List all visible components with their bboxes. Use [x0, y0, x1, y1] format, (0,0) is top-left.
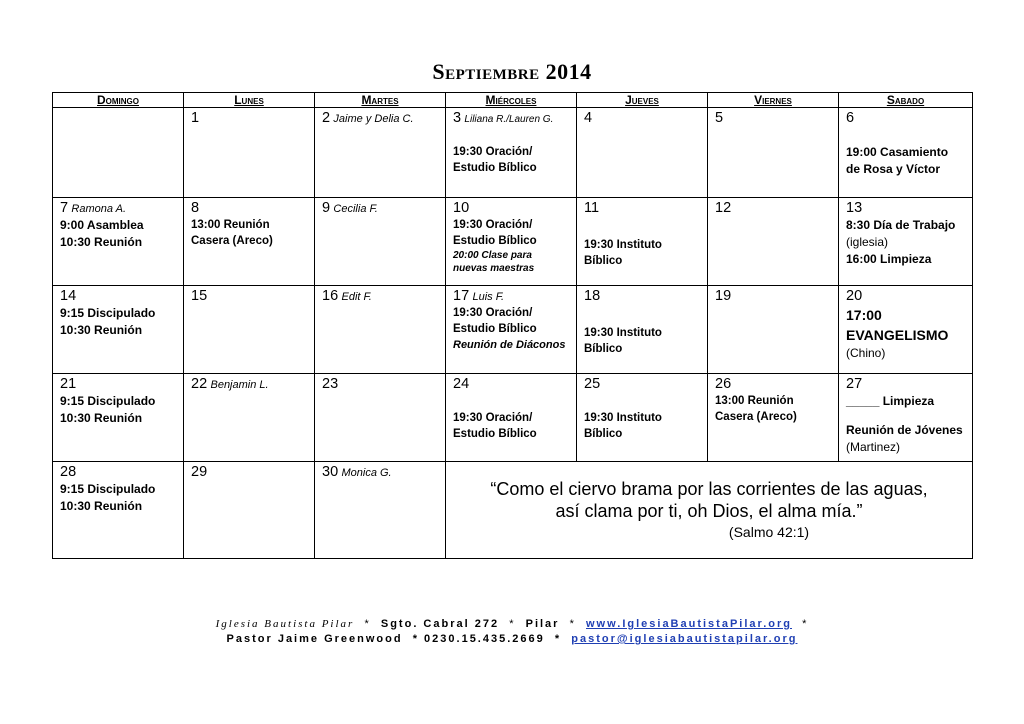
- separator: *: [569, 618, 576, 630]
- person-name: Edit F.: [341, 291, 372, 303]
- day-number: 15: [191, 288, 208, 304]
- event-text: de Rosa y Víctor: [846, 162, 941, 176]
- day-number: 26: [715, 376, 732, 392]
- day-number: 16: [322, 288, 339, 304]
- day-cell: [708, 286, 839, 374]
- person-name: Jaime y Delia C.: [333, 113, 414, 125]
- day-number: 8: [191, 200, 200, 216]
- week-row: [53, 286, 973, 374]
- header-domingo: Domingo: [53, 93, 184, 108]
- calendar-title: Septiembre 2014: [432, 59, 592, 84]
- event-text: 16:00 Limpieza: [846, 252, 932, 266]
- event-text: 19:30 Oración/: [453, 412, 533, 424]
- event-text: Bíblico: [584, 428, 623, 440]
- day-number: 12: [715, 200, 732, 216]
- person-name: Cecilia F.: [333, 203, 378, 215]
- verse-line: así clama por ti, oh Dios, el alma mía.”: [555, 501, 863, 521]
- day-cell: [184, 286, 315, 374]
- day-cell: [315, 198, 446, 286]
- footer-line-2: [0, 633, 1024, 645]
- day-number: 19: [715, 288, 732, 304]
- day-number: 5: [715, 110, 724, 126]
- day-cell: [315, 108, 446, 198]
- event-text: 13:00 Reunión: [715, 395, 794, 407]
- footer-line-1: [0, 618, 1024, 630]
- event-text: 19:30 Oración/: [453, 307, 533, 319]
- day-cell: [839, 198, 973, 286]
- day-number: 28: [60, 464, 77, 480]
- event-text: 9:00 Asamblea: [60, 218, 144, 232]
- day-number: 11: [584, 200, 600, 216]
- day-number: 13: [846, 200, 863, 216]
- verse-citation: (Salmo 42:1): [728, 524, 810, 540]
- separator: *: [802, 618, 809, 630]
- separator: *: [412, 633, 419, 645]
- event-text: Casera (Areco): [715, 411, 797, 423]
- person-name: Liliana R./Lauren G.: [464, 114, 554, 125]
- day-cell: [446, 286, 577, 374]
- event-text: Reunión de Jóvenes: [846, 423, 963, 437]
- phone: 0230.15.435.2669: [424, 633, 545, 645]
- event-text: 10:30 Reunión: [60, 323, 143, 337]
- event-text: (Martinez): [846, 440, 901, 454]
- day-number: 30: [322, 464, 339, 480]
- event-text: nuevas maestras: [453, 263, 535, 274]
- day-cell: [577, 108, 708, 198]
- header-sabado: Sabado: [839, 93, 973, 108]
- event-text: 10:30 Reunión: [60, 499, 143, 513]
- day-cell: [577, 286, 708, 374]
- day-number: 10: [453, 200, 470, 216]
- day-number: 23: [322, 376, 339, 392]
- event-text: 10:30 Reunión: [60, 411, 143, 425]
- separator: *: [509, 618, 516, 630]
- day-cell: [839, 108, 973, 198]
- week-row: [53, 374, 973, 462]
- header-lunes: Lunes: [184, 93, 315, 108]
- day-cell: [446, 374, 577, 462]
- day-number: 27: [846, 376, 863, 392]
- bible-verse: [446, 462, 973, 559]
- header-row: [53, 93, 973, 108]
- day-number: 24: [453, 376, 470, 392]
- event-text: Estudio Bíblico: [453, 162, 537, 174]
- event-text: 19:30 Instituto: [584, 327, 662, 339]
- calendar-table: [52, 92, 973, 559]
- email-link[interactable]: pastor@iglesiabautistapilar.org: [571, 633, 798, 645]
- verse-line: “Como el ciervo brama por las corrientes de las aguas,: [490, 479, 928, 499]
- day-cell: [839, 374, 973, 462]
- day-cell: [184, 108, 315, 198]
- event-text: 19:00 Casamiento: [846, 145, 949, 159]
- event-text: (iglesia): [846, 235, 889, 249]
- event-text: 9:15 Discipulado: [60, 306, 156, 320]
- event-text: 9:15 Discipulado: [60, 482, 156, 496]
- day-cell: [708, 374, 839, 462]
- day-cell: [315, 462, 446, 559]
- day-number: 1: [191, 110, 200, 126]
- church-name: Iglesia Bautista Pilar: [215, 618, 355, 630]
- day-number: 18: [584, 288, 601, 304]
- event-text: 17:00: [846, 307, 882, 323]
- event-text: _____ Limpieza: [846, 394, 935, 408]
- event-text: 19:30 Instituto: [584, 412, 662, 424]
- day-cell: [315, 286, 446, 374]
- day-cell: [184, 374, 315, 462]
- header-martes: Martes: [315, 93, 446, 108]
- day-cell: [184, 462, 315, 559]
- day-number: 3: [453, 110, 462, 126]
- day-cell: [53, 198, 184, 286]
- header-miercoles: Miércoles: [446, 93, 577, 108]
- event-text: Estudio Bíblico: [453, 235, 537, 247]
- day-cell: [53, 286, 184, 374]
- event-text: (Chino): [846, 346, 886, 360]
- day-number: 29: [191, 464, 208, 480]
- event-text: 19:30 Oración/: [453, 146, 533, 158]
- day-cell: [53, 374, 184, 462]
- day-cell: [577, 198, 708, 286]
- day-cell: [577, 374, 708, 462]
- event-text: 19:30 Oración/: [453, 219, 533, 231]
- day-number: 22: [191, 376, 208, 392]
- event-text: 10:30 Reunión: [60, 235, 143, 249]
- week-row: [53, 462, 973, 559]
- week-row: [53, 108, 973, 198]
- event-text: Estudio Bíblico: [453, 428, 537, 440]
- event-text: Bíblico: [584, 343, 623, 355]
- day-number: 9: [322, 200, 331, 216]
- person-name: Luis F.: [472, 291, 505, 303]
- day-number: 21: [60, 376, 77, 392]
- day-number: 6: [846, 110, 855, 126]
- day-number: 25: [584, 376, 601, 392]
- day-number: 4: [584, 110, 593, 126]
- header-jueves: Jueves: [577, 93, 708, 108]
- day-cell: [446, 198, 577, 286]
- separator: *: [554, 633, 562, 645]
- day-number: 2: [322, 110, 331, 126]
- day-cell: [184, 198, 315, 286]
- day-cell: [53, 462, 184, 559]
- person-name: Ramona A.: [71, 203, 127, 215]
- day-cell: [315, 374, 446, 462]
- day-number: 7: [60, 200, 69, 216]
- person-name: Benjamin L.: [210, 379, 269, 391]
- day-cell: [708, 198, 839, 286]
- city: Pilar: [525, 618, 560, 630]
- event-text: 9:15 Discipulado: [60, 394, 156, 408]
- day-number: 14: [60, 288, 77, 304]
- address: Sgto. Cabral 272: [380, 618, 500, 630]
- day-cell: [708, 108, 839, 198]
- event-text: Reunión de Diáconos: [453, 339, 566, 351]
- event-text: 19:30 Instituto: [584, 239, 662, 251]
- week-row: [53, 198, 973, 286]
- day-cell-empty: [53, 108, 184, 198]
- person-name: Monica G.: [341, 467, 392, 479]
- day-number: 20: [846, 288, 863, 304]
- event-text: 13:00 Reunión: [191, 219, 270, 231]
- day-number: 17: [453, 288, 470, 304]
- header-viernes: Viernes: [708, 93, 839, 108]
- event-text: EVANGELISMO: [846, 327, 949, 343]
- separator: *: [364, 618, 371, 630]
- website-link[interactable]: www.IglesiaBautistaPilar.org: [586, 618, 792, 630]
- day-cell: [446, 108, 577, 198]
- pastor-name: Pastor Jaime Greenwood: [226, 633, 403, 645]
- event-text: 8:30 Día de Trabajo: [846, 218, 956, 232]
- event-text: 20:00 Clase para: [453, 250, 532, 261]
- event-text: Bíblico: [584, 255, 623, 267]
- day-cell: [839, 286, 973, 374]
- event-text: Estudio Bíblico: [453, 323, 537, 335]
- event-text: Casera (Areco): [191, 235, 273, 247]
